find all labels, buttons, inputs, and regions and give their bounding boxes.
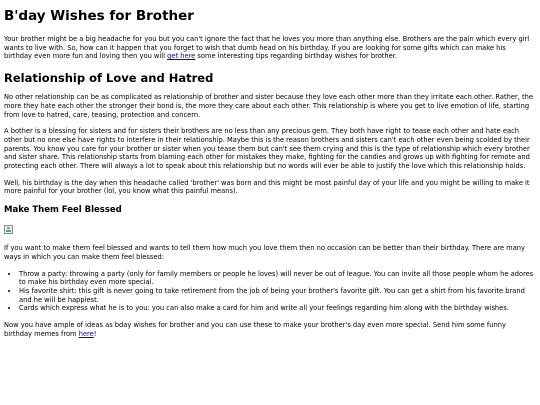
intro-paragraph bbox=[4, 35, 534, 61]
intro-text: Your brother might be a big headache for you but you can't ignore the fact that he loves you more than anything else. Brothers are the pain which every girl wants to live with. So, how can it happen that you forget to wish that dumb head on his birthday. If you are looking for some gifts which can make his birthday even more fun and loving then you will bbox=[4, 35, 530, 61]
page-title: B'day Wishes for Brother bbox=[4, 8, 194, 24]
closing-text-end: ! bbox=[93, 329, 97, 338]
section-heading-relationship: Relationship of Love and Hatred bbox=[4, 71, 214, 86]
relationship-paragraph-1: No other relationship can be as complicated as relationship of brother and sister because they love each other more than they irritate each other. Rather, the more they hate each other the stronger their bond is, the more they care about each other. This relationship is where you get to live emotion of life, starting from love to hatred, care, teasing, protection and concern. bbox=[4, 93, 533, 119]
list-item: • Cards which express what he is to you: you can also make a card for him and write all your feelings regarding him along with the birthday wishes. bbox=[19, 304, 534, 313]
get-here-link[interactable]: get here bbox=[167, 52, 196, 61]
broken-image-icon bbox=[4, 225, 13, 234]
closing-paragraph bbox=[4, 321, 534, 338]
blessed-paragraph: If you want to make them feel blessed and wants to tell them how much you love them then no occasion can be better than their birthday. There are many ways in which you can make them feel blessed: bbox=[4, 244, 525, 261]
section-heading-blessed: Make Them Feel Blessed bbox=[4, 205, 122, 216]
list-item: • Throw a party: throwing a party (only for family members or people he loves) will never be out of league. You can invite all those people whom he adores to make his birthday even more special. bbox=[19, 270, 534, 287]
list-item: • His favorite shirt: this gift is never going to take retirement from the job of being your brother's favorite gift. You can get a shirt from his favorite brand and he will be happiest. bbox=[19, 287, 534, 304]
intro-text-end: some interesting tips regarding birthday wishes for brother. bbox=[195, 52, 398, 61]
closing-text: Now you have ample of ideas as bday wishes for brother and you can use these to make your brother's day even more special. Send him some funny birthday memes from bbox=[4, 321, 506, 338]
relationship-paragraph-2: A bother is a blessing for sisters and for sisters their brothers are no less than any precious gem. They both have right to tease each other and hate each other but no one else have rights to interfere in their relationship. Maybe this is the reason brothers and sisters can't each other even being scolded by their parents. You know you care for your brother or sister when you tease them but can't see them crying and this is the type of relationship which every brother and sister share. This relationship starts from blaming each other for mistakes they make, fighting for the candies and grows up with fighting for remote and protecting each other. There will always a lot to speak about this relationship but no words will ever be able to justify the love which this relationship holds. bbox=[4, 127, 530, 171]
here-link[interactable]: here bbox=[78, 329, 94, 338]
ideas-list bbox=[4, 270, 534, 314]
relationship-paragraph-3: Well, his birthday is the day when this headache called 'brother' was born and this might be most painful day of your life and you might be willing to make it more painful for your brother (lol, you know what this painful means). bbox=[4, 178, 530, 196]
